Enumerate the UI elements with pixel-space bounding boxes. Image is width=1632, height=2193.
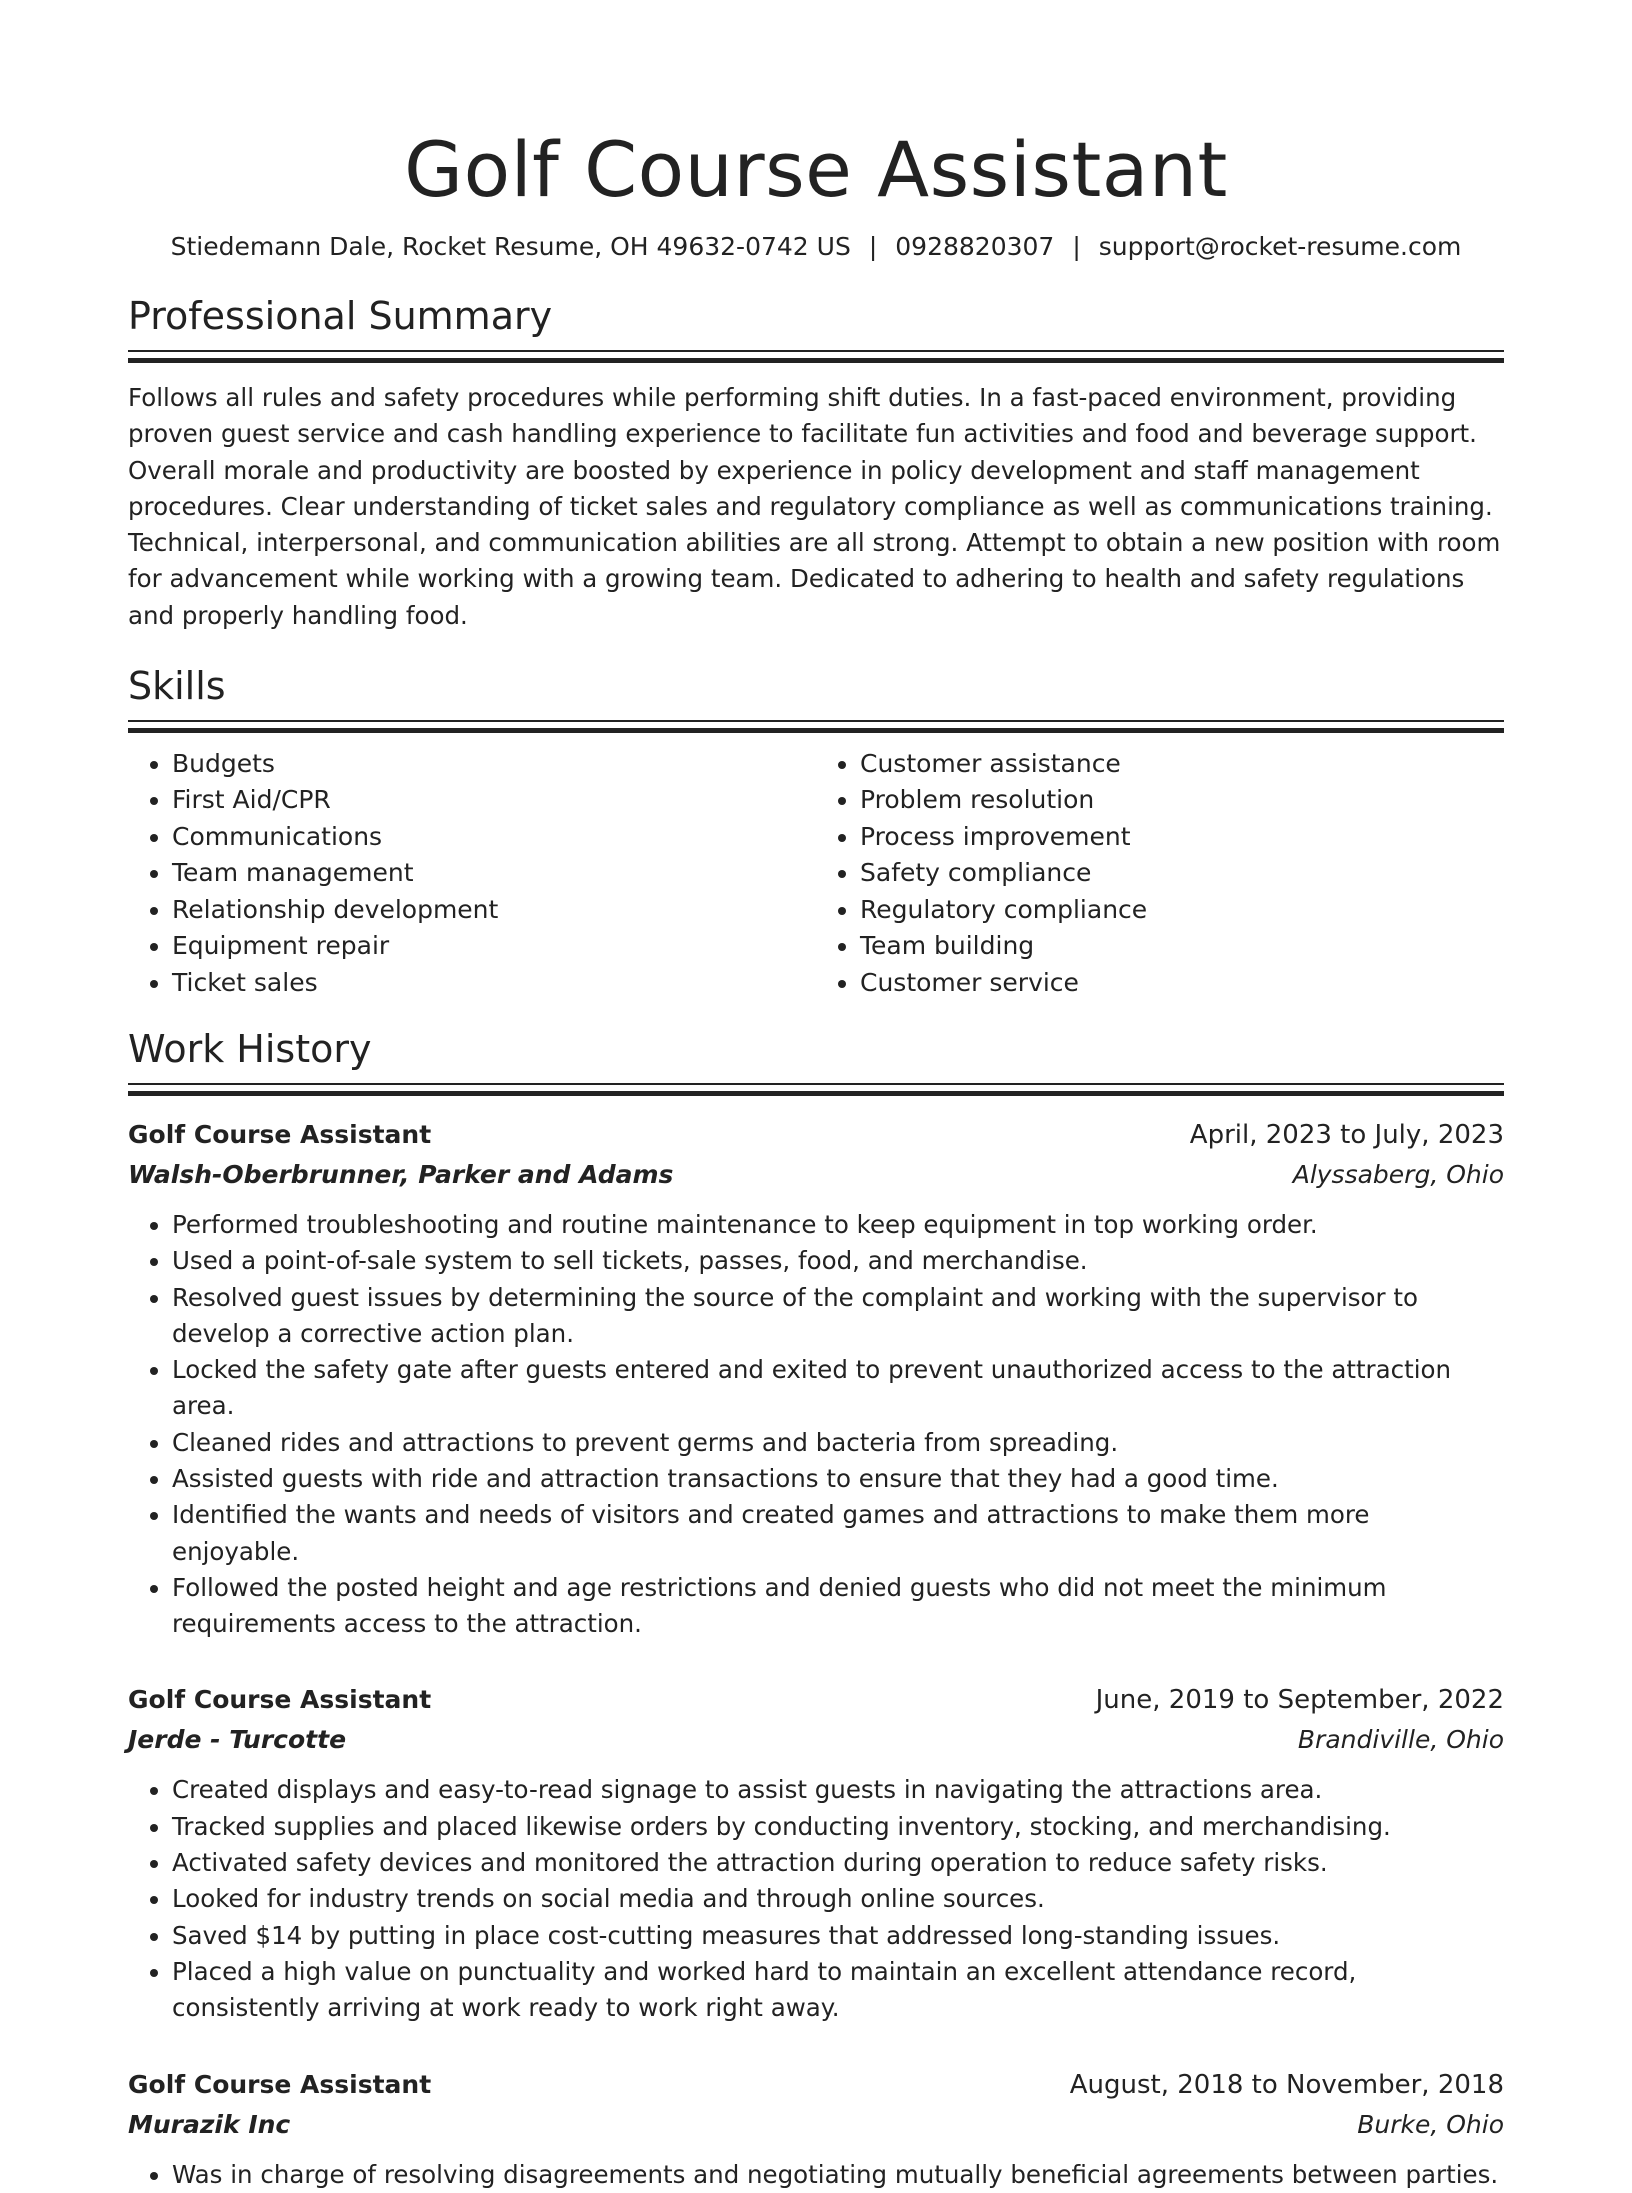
job-title: Golf Course Assistant bbox=[128, 1119, 432, 1149]
job-location: Brandiville, Ohio bbox=[1297, 1725, 1504, 1755]
skill-item: • Team building bbox=[860, 928, 1504, 964]
section-divider bbox=[128, 720, 1504, 732]
job-bullet-list bbox=[128, 1772, 1504, 2026]
job-bullet: • Saved $14 by putting in place cost-cutting measures that addressed long-standing issues. bbox=[172, 1918, 1504, 1954]
job-bullet: • Tracked supplies and placed likewise orders by conducting inventory, stocking, and merchandising. bbox=[172, 1809, 1504, 1845]
job-employer-row bbox=[128, 2105, 1504, 2145]
summary-text: Follows all rules and safety procedures while performing shift duties. In a fast-paced environment, providing proven guest service and cash handling experience to facilitate fun activities and food and beverage support. Overall morale and productivity are boosted by experience in policy development and staff management procedures. Clear understanding of ticket sales and regulatory compliance as well as communications training. Technical, interpersonal, and communication abilities are all strong. Attempt to obtain a new position with room for advancement while working with a growing team. Dedicated to adhering to health and safety regulations and properly handling food. bbox=[128, 383, 1501, 630]
job-bullet: • Looked for industry trends on social media and through online sources. bbox=[172, 1881, 1504, 1917]
job-location: Burke, Ohio bbox=[1357, 2109, 1504, 2139]
job-entry bbox=[128, 1680, 1504, 2026]
skills-list-right bbox=[816, 746, 1504, 1001]
job-bullet: • Followed the posted height and age restrictions and denied guests who did not meet the minimum requirements access to the attraction. bbox=[172, 1570, 1504, 1643]
job-employer-row bbox=[128, 1155, 1504, 1195]
job-bullet: • Used a point-of-sale system to sell tickets, passes, food, and merchandise. bbox=[172, 1243, 1504, 1279]
skill-item: • Ticket sales bbox=[172, 965, 816, 1001]
job-company: Murazik Inc bbox=[128, 2109, 291, 2139]
job-entry bbox=[128, 2065, 1504, 2193]
job-dates: June, 2019 to September, 2022 bbox=[1095, 1685, 1504, 1716]
job-title: Golf Course Assistant bbox=[128, 1685, 432, 1715]
job-bullet: • Identified the wants and needs of visitors and created games and attractions to make them more enjoyable. bbox=[172, 1497, 1504, 1570]
job-dates: April, 2023 to July, 2023 bbox=[1189, 1119, 1504, 1150]
job-bullet: • Assisted guests with ride and attraction transactions to ensure that they had a good time. bbox=[172, 1461, 1504, 1497]
job-bullet: • Placed a high value on punctuality and worked hard to maintain an excellent attendance record, consistently arriving at work ready to work right away. bbox=[172, 1954, 1504, 2027]
job-bullet: • Resolved guest issues by determining the source of the complaint and working with the supervisor to develop a corrective action plan. bbox=[172, 1280, 1504, 1353]
job-header-row bbox=[128, 1115, 1504, 1155]
work-history-section bbox=[128, 1025, 1504, 2193]
skill-item: • Process improvement bbox=[860, 819, 1504, 855]
skill-item: • Customer service bbox=[860, 965, 1504, 1001]
job-bullet: • Created displays and easy-to-read signage to assist guests in navigating the attractions area. bbox=[172, 1772, 1504, 1808]
job-bullet: • Was in charge of resolving disagreements and negotiating mutually beneficial agreements between parties. bbox=[172, 2157, 1504, 2193]
resume-title: Golf Course Assistant bbox=[404, 125, 1228, 214]
section-divider bbox=[128, 1083, 1504, 1095]
job-location: Alyssaberg, Ohio bbox=[1292, 1159, 1504, 1189]
skills-section bbox=[128, 662, 1504, 1001]
skill-item: • Problem resolution bbox=[860, 782, 1504, 818]
job-header-row bbox=[128, 1680, 1504, 1720]
skill-item: • First Aid/CPR bbox=[172, 782, 816, 818]
section-heading-work-history: Work History bbox=[128, 1026, 372, 1071]
job-bullet: • Performed troubleshooting and routine maintenance to keep equipment in top working order. bbox=[172, 1207, 1504, 1243]
job-header-row bbox=[128, 2065, 1504, 2105]
contact-address: Stiedemann Dale, Rocket Resume, OH 49632-0742 US bbox=[170, 232, 851, 261]
skill-item: • Budgets bbox=[172, 746, 816, 782]
contact-phone: 0928820307 bbox=[895, 232, 1055, 261]
job-employer-row bbox=[128, 1720, 1504, 1760]
skill-item: • Regulatory compliance bbox=[860, 892, 1504, 928]
job-bullet: • Locked the safety gate after guests entered and exited to prevent unauthorized access to the attraction area. bbox=[172, 1352, 1504, 1425]
contact-email: support@rocket-resume.com bbox=[1098, 232, 1462, 261]
job-bullet: • Activated safety devices and monitored the attraction during operation to reduce safety risks. bbox=[172, 1845, 1504, 1881]
skill-item: • Team management bbox=[172, 855, 816, 891]
skill-item: • Customer assistance bbox=[860, 746, 1504, 782]
professional-summary-section bbox=[128, 292, 1504, 634]
job-dates: August, 2018 to November, 2018 bbox=[1069, 2069, 1504, 2100]
contact-separator: | bbox=[868, 232, 878, 261]
skill-item: • Equipment repair bbox=[172, 928, 816, 964]
job-bullet-list bbox=[128, 2157, 1504, 2193]
section-heading-skills: Skills bbox=[128, 664, 226, 709]
job-company: Walsh-Oberbrunner, Parker and Adams bbox=[128, 1159, 674, 1189]
contact-line bbox=[128, 230, 1504, 264]
job-bullet: • Cleaned rides and attractions to prevent germs and bacteria from spreading. bbox=[172, 1425, 1504, 1461]
job-entry bbox=[128, 1115, 1504, 1643]
section-divider bbox=[128, 350, 1504, 362]
skill-item: • Communications bbox=[172, 819, 816, 855]
job-bullet-list bbox=[128, 1207, 1504, 1643]
skill-item: • Relationship development bbox=[172, 892, 816, 928]
job-title: Golf Course Assistant bbox=[128, 2069, 432, 2099]
section-heading-summary: Professional Summary bbox=[128, 294, 553, 338]
skill-item: • Safety compliance bbox=[860, 855, 1504, 891]
job-company: Jerde - Turcotte bbox=[128, 1725, 347, 1755]
contact-separator: | bbox=[1072, 232, 1081, 261]
skills-columns bbox=[128, 746, 1504, 1001]
skills-list-left bbox=[128, 746, 816, 1001]
